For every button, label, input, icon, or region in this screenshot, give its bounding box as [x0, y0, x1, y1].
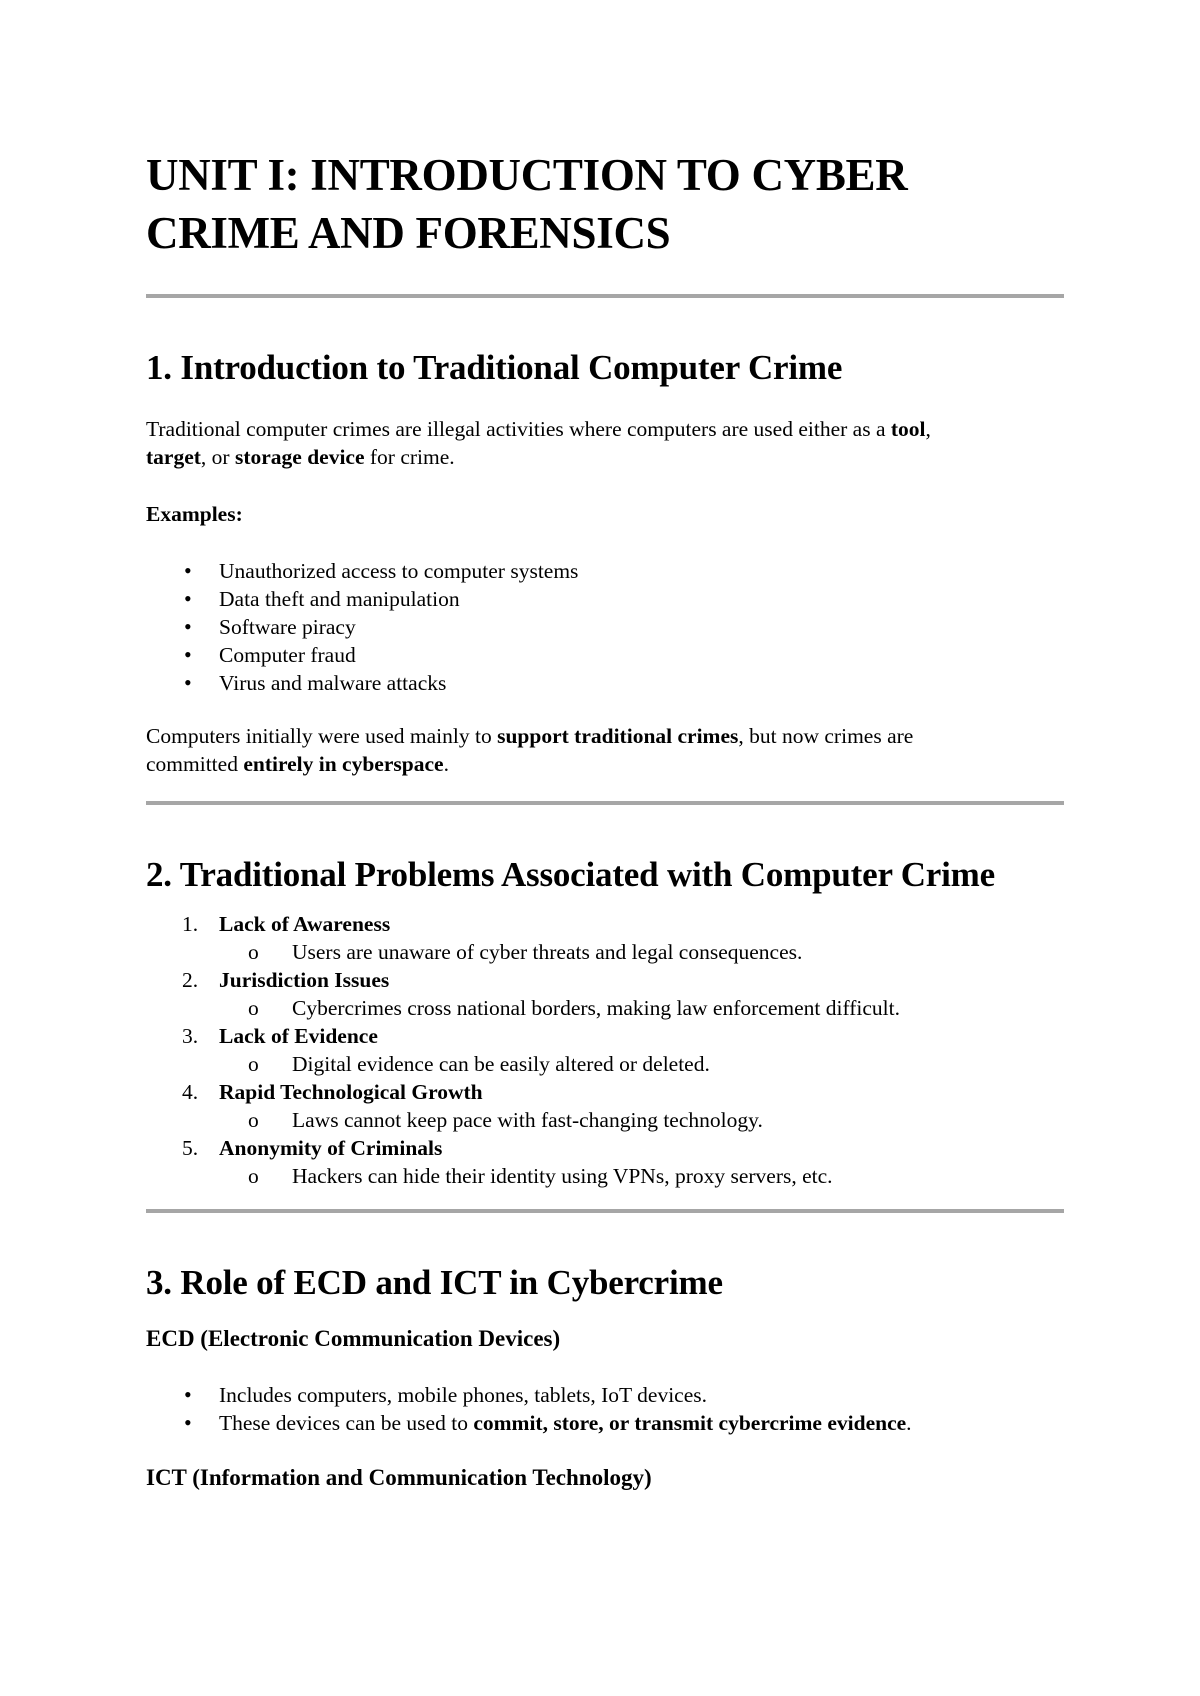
- text-run: Computers initially were used mainly to: [146, 724, 498, 748]
- ecd-list: [146, 1381, 1064, 1437]
- document-content: [146, 146, 1064, 1492]
- text-run: .: [443, 752, 449, 776]
- bold-run: support traditional crimes: [497, 724, 739, 748]
- examples-label-text: Examples:: [146, 502, 243, 526]
- text-run: committed: [146, 752, 244, 776]
- title-line-2: CRIME AND FORENSICS: [146, 208, 671, 258]
- divider: [146, 801, 1064, 805]
- circle-bullet-icon: o: [248, 940, 259, 964]
- list-item: • Unauthorized access to computer systems: [146, 557, 1064, 585]
- divider: [146, 1209, 1064, 1213]
- item-detail: Digital evidence can be easily altered or deleted.: [292, 1052, 710, 1076]
- item-title: Lack of Evidence: [219, 1024, 378, 1048]
- circle-bullet-icon: o: [248, 1052, 259, 1076]
- item-detail: Hackers can hide their identity using VPNs, proxy servers, etc.: [292, 1164, 833, 1188]
- sub-item: [146, 1162, 1064, 1190]
- item-number: 4.: [182, 1080, 199, 1104]
- list-item: • Virus and malware attacks: [146, 669, 1064, 697]
- text-run: .: [906, 1411, 912, 1435]
- text-run: These devices can be used to: [219, 1411, 474, 1435]
- item-title: Anonymity of Criminals: [219, 1136, 443, 1160]
- problems-list: [146, 910, 1064, 1190]
- list-item: [146, 1134, 1064, 1190]
- sub-item: [146, 994, 1064, 1022]
- item-number: 2.: [182, 968, 199, 992]
- list-item: [146, 1409, 1064, 1437]
- circle-bullet-icon: o: [248, 1108, 259, 1132]
- examples-label: [146, 500, 1064, 528]
- bold-run: commit, store, or transmit cybercrime evidence: [473, 1411, 907, 1435]
- text-run: , or: [200, 445, 235, 469]
- item-title: Rapid Technological Growth: [219, 1080, 483, 1104]
- list-item: • Computer fraud: [146, 641, 1064, 669]
- text-run: , but now crimes are: [738, 724, 914, 748]
- sub-item: [146, 1050, 1064, 1078]
- section-1-heading: 1. Introduction to Traditional Computer Crime: [146, 348, 843, 387]
- circle-bullet-icon: o: [248, 996, 259, 1020]
- item-number: 1.: [182, 912, 199, 936]
- item-detail: Laws cannot keep pace with fast-changing technology.: [292, 1108, 763, 1132]
- item-detail: Cybercrimes cross national borders, making law enforcement difficult.: [292, 996, 900, 1020]
- section-1-closing: [146, 722, 1064, 778]
- circle-bullet-icon: o: [248, 1164, 259, 1188]
- document-title: [146, 146, 1064, 262]
- bold-run: storage device: [234, 445, 365, 469]
- title-line-1: UNIT I: INTRODUCTION TO CYBER: [146, 150, 908, 200]
- divider: [146, 294, 1064, 298]
- ecd-heading: ECD (Electronic Communication Devices): [146, 1326, 561, 1351]
- text-run: for crime.: [364, 445, 455, 469]
- text-run: Traditional computer crimes are illegal activities where computers are used either as a: [146, 417, 891, 441]
- item-detail: Users are unaware of cyber threats and legal consequences.: [292, 940, 803, 964]
- section-1-intro: [146, 415, 1064, 471]
- bold-run: target: [146, 445, 201, 469]
- ict-heading: ICT (Information and Communication Technology): [146, 1465, 652, 1490]
- list-item: [146, 1022, 1064, 1078]
- list-item: • Data theft and manipulation: [146, 585, 1064, 613]
- list-item: [146, 966, 1064, 1022]
- examples-list: [146, 557, 1064, 697]
- section-3-heading: 3. Role of ECD and ICT in Cybercrime: [146, 1263, 723, 1302]
- item-number: 3.: [182, 1024, 199, 1048]
- item-number: 5.: [182, 1136, 199, 1160]
- sub-item: [146, 938, 1064, 966]
- text-run: ,: [925, 417, 931, 441]
- list-item: [146, 910, 1064, 966]
- item-title: Lack of Awareness: [219, 912, 391, 936]
- item-title: Jurisdiction Issues: [219, 968, 390, 992]
- list-item: • Includes computers, mobile phones, tablets, IoT devices.: [146, 1381, 1064, 1409]
- section-2-heading: 2. Traditional Problems Associated with Computer Crime: [146, 855, 995, 894]
- sub-item: [146, 1106, 1064, 1134]
- bold-run: entirely in cyberspace: [243, 752, 444, 776]
- bold-run: tool: [890, 417, 926, 441]
- list-item: • Software piracy: [146, 613, 1064, 641]
- list-item: [146, 1078, 1064, 1134]
